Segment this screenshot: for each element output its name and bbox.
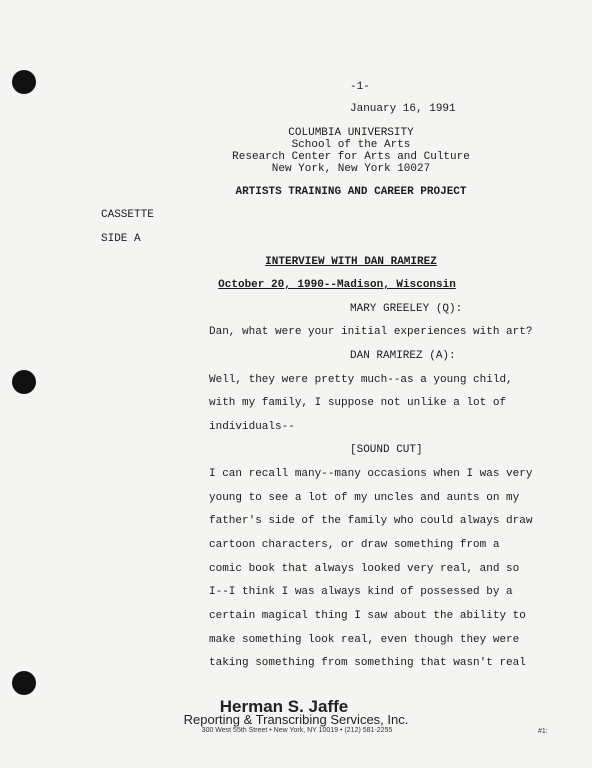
- cassette-side: SIDE A: [101, 233, 141, 245]
- answer-line: taking something from something that wasn't real: [209, 657, 526, 669]
- answer-line: I--I think I was always kind of possessed by a: [209, 586, 513, 598]
- punch-hole-top: [12, 70, 36, 94]
- interview-date-place: October 20, 1990--Madison, Wisconsin: [218, 279, 456, 291]
- interview-title: INTERVIEW WITH DAN RAMIREZ: [265, 256, 437, 268]
- speaker-a: DAN RAMIREZ (A):: [350, 350, 456, 362]
- cassette-label: CASSETTE: [101, 209, 154, 221]
- footer-services: Reporting & Transcribing Services, Inc.: [183, 712, 409, 727]
- answer-line: comic book that always looked very real, and so: [209, 563, 520, 575]
- answer-line: young to see a lot of my uncles and aunts on my: [209, 492, 520, 504]
- answer-line: make something look real, even though they were: [209, 634, 520, 646]
- answer-line: with my family, I suppose not unlike a lot of: [209, 397, 507, 409]
- institution: COLUMBIA UNIVERSITY: [288, 127, 414, 139]
- project-title: ARTISTS TRAINING AND CAREER PROJECT: [235, 186, 467, 198]
- answer-line: cartoon characters, or draw something from a: [209, 539, 500, 551]
- school: School of the Arts: [291, 139, 411, 151]
- answer-line: individuals--: [209, 421, 295, 433]
- answer-line: I can recall many--many occasions when I was very: [209, 468, 533, 480]
- footer-page-ref: #1:: [538, 728, 548, 735]
- sound-cut-note: [SOUND CUT]: [350, 444, 423, 456]
- research-center: Research Center for Arts and Culture: [232, 151, 470, 163]
- footer-address: 300 West 55th Street • New York, NY 10019 • (212) 581-2255: [201, 727, 393, 734]
- document-date: January 16, 1991: [350, 103, 456, 115]
- answer-line: father's side of the family who could always draw: [209, 515, 533, 527]
- page-number: -1-: [350, 81, 370, 93]
- answer-line: certain magical thing I saw about the ability to: [209, 610, 526, 622]
- punch-hole-bottom: [12, 671, 36, 695]
- speaker-q: MARY GREELEY (Q):: [350, 303, 463, 315]
- footer-company-name: Herman S. Jaffe: [219, 697, 349, 716]
- answer-line: Well, they were pretty much--as a young child,: [209, 374, 513, 386]
- location: New York, New York 10027: [271, 163, 431, 175]
- question-text: Dan, what were your initial experiences with art?: [209, 326, 533, 338]
- punch-hole-middle: [12, 370, 36, 394]
